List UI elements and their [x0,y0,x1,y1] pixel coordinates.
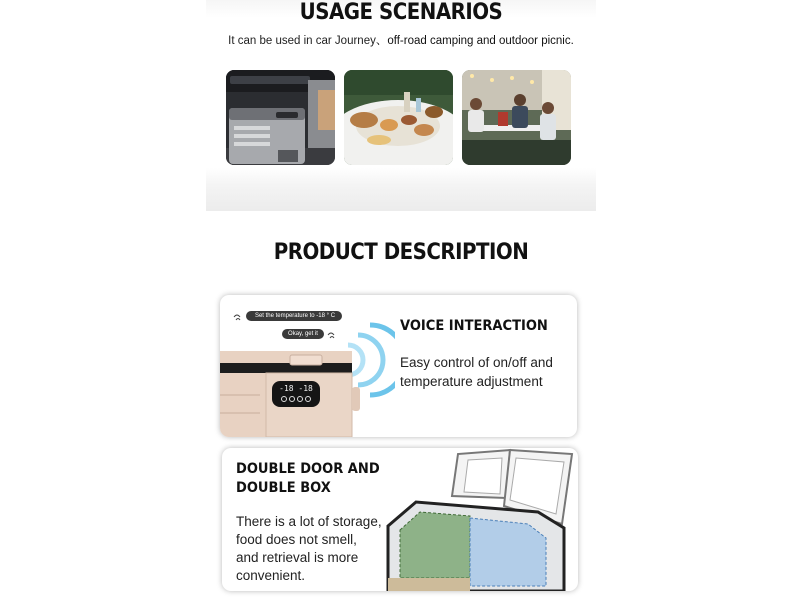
double-door-title-line: DOUBLE BOX [236,480,331,496]
usage-subtitle-plain: It can be used in car Journey、 [228,35,388,47]
voice-bubble-reply: Okay, get it [288,331,318,337]
voice-bubble-command: Set the temperature to -18 ° C [254,313,336,319]
voice-interaction-card [220,295,577,437]
double-door-title [236,460,380,498]
product-description-title: PRODUCT DESCRIPTION [273,240,529,265]
double-box-illustration [386,448,578,591]
voice-interaction-title: VOICE INTERACTION [400,318,548,334]
usage-subtitle-rest: off-road camping and outdoor picnic. [387,35,574,47]
picnic-photo [344,70,453,165]
voice-description-line: Easy control of on/off and [400,355,553,370]
fridge-display-readout: -18 -18 [279,384,313,393]
double-description-line: convenient. [236,568,306,583]
car-trunk-photo [226,70,335,165]
voice-interaction-description [400,353,553,391]
double-description-line: There is a lot of storage, [236,514,382,529]
double-door-title-line: DOUBLE DOOR AND [236,461,380,477]
double-description-line: food does not smell, [236,532,357,547]
voice-description-line: temperature adjustment [400,374,543,389]
outdoor-dining-photo [462,70,571,165]
double-door-card [222,448,578,591]
usage-subtitle [206,32,596,48]
double-description-line: and retrieval is more [236,550,359,565]
double-door-description [236,513,382,585]
usage-scenarios-title: USAGE SCENARIOS [299,0,503,25]
